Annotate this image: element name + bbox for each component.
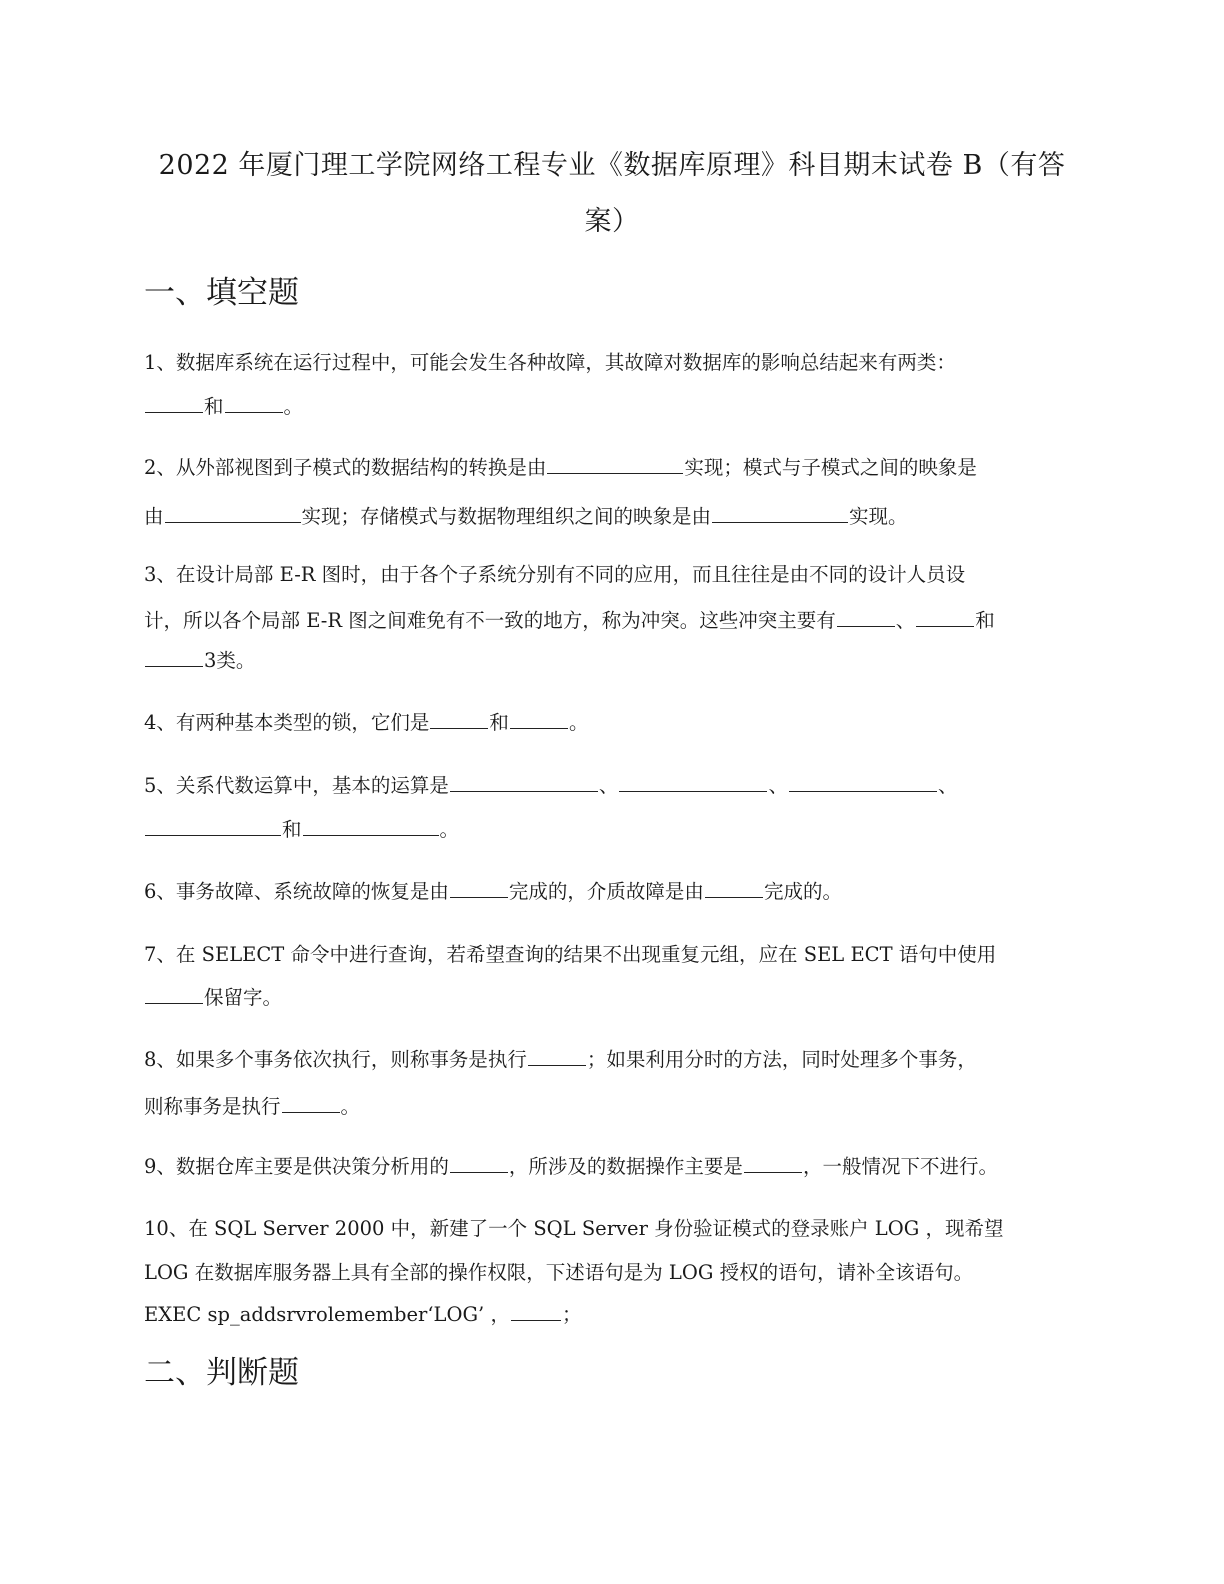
question-5-line1 <box>144 773 957 799</box>
question-5-line2 <box>144 817 459 843</box>
q1-end: 。 <box>283 395 304 418</box>
question-8-line1 <box>144 1047 977 1073</box>
q8-text-b: ；如果利用分时的方法，同时处理多个事务， <box>586 1048 977 1071</box>
question-10-line2 <box>144 1260 973 1286</box>
q5-text-e: 和 <box>282 818 302 841</box>
answer-blank[interactable] <box>145 394 203 413</box>
q9-text-c: ，一般情况下不进行。 <box>802 1155 998 1178</box>
q3-text-c: 、 <box>895 609 916 632</box>
answer-blank[interactable] <box>528 1047 586 1066</box>
q8-text-a: 8、如果多个事务依次执行，则称事务是执行 <box>144 1048 527 1071</box>
q3-text-d: 和 <box>975 609 995 632</box>
q6-text-a: 6、事务故障、系统故障的恢复是由 <box>144 880 449 903</box>
answer-blank[interactable] <box>303 817 439 836</box>
q5-text-d: 、 <box>937 774 958 797</box>
answer-blank[interactable] <box>145 985 203 1004</box>
q3-text-a: 3、在设计局部 E-R 图时，由于各个子系统分别有不同的应用，而且往往是由不同的设计人员设 <box>144 563 966 586</box>
question-1-line1 <box>144 350 956 376</box>
question-10-line1 <box>144 1216 1004 1242</box>
question-4-line1 <box>144 710 588 736</box>
question-10-line3 <box>144 1302 581 1328</box>
q10-text-d: ； <box>561 1303 582 1326</box>
answer-blank[interactable] <box>282 1094 340 1113</box>
question-1-text: 1、数据库系统在运行过程中，可能会发生各种故障，其故障对数据库的影响总结起来有两类： <box>144 351 956 374</box>
q5-text-a: 5、关系代数运算中，基本的运算是 <box>144 774 449 797</box>
question-3-line2 <box>144 608 995 634</box>
section-heading-fill-in: 一、填空题 <box>144 275 299 311</box>
q6-text-b: 完成的，介质故障是由 <box>508 880 704 903</box>
q9-text-a: 9、数据仓库主要是供决策分析用的 <box>144 1155 449 1178</box>
question-6-line1 <box>144 879 842 905</box>
answer-blank[interactable] <box>511 1302 561 1321</box>
exam-title-line2: 案） <box>584 206 640 237</box>
question-7-line1 <box>144 942 996 968</box>
q4-text-b: 和 <box>489 711 509 734</box>
answer-blank[interactable] <box>145 648 203 667</box>
q10-text-c: EXEC sp_addsrvrolemember‘LOG’ ， <box>144 1303 510 1326</box>
q10-text-b: LOG 在数据库服务器上具有全部的操作权限，下述语句是为 LOG 授权的语句，请补全该语句。 <box>144 1261 974 1284</box>
answer-blank[interactable] <box>547 455 683 474</box>
q2-text-d: 实现；存储模式与数据物理组织之间的映象是由 <box>301 505 712 528</box>
question-7-line2 <box>144 985 282 1011</box>
q5-text-b: 、 <box>598 774 619 797</box>
answer-blank[interactable] <box>450 879 508 898</box>
question-8-line2 <box>144 1094 360 1120</box>
q8-text-d: 。 <box>340 1095 361 1118</box>
question-1-line2 <box>144 394 303 420</box>
q1-connector: 和 <box>204 395 224 418</box>
q3-text-e: 3类。 <box>204 649 256 672</box>
q6-text-c: 完成的。 <box>763 880 842 903</box>
q2-text-a: 2、从外部视图到子模式的数据结构的转换是由 <box>144 456 547 479</box>
q5-text-c: 、 <box>768 774 788 797</box>
answer-blank[interactable] <box>510 710 568 729</box>
answer-blank[interactable] <box>450 773 598 792</box>
q2-text-c: 由 <box>144 505 164 528</box>
answer-blank[interactable] <box>225 394 283 413</box>
question-3-line1 <box>144 562 965 588</box>
q2-text-e: 实现。 <box>849 505 908 528</box>
q4-text-a: 4、有两种基本类型的锁，它们是 <box>144 711 430 734</box>
question-3-line3 <box>144 648 255 674</box>
q5-text-f: 。 <box>439 818 460 841</box>
q10-text-a: 10、在 SQL Server 2000 中，新建了一个 SQL Server 身份验证模式的登录账户 LOG ，现希望 <box>144 1217 1004 1240</box>
answer-blank[interactable] <box>619 773 767 792</box>
q7-text-b: 保留字。 <box>204 986 283 1009</box>
q7-text-a: 7、在 SELECT 命令中进行查询，若希望查询的结果不出现重复元组，应在 SEL ECT 语句中使用 <box>144 943 997 966</box>
answer-blank[interactable] <box>450 1154 508 1173</box>
question-2-line2 <box>144 504 908 530</box>
answer-blank[interactable] <box>916 608 974 627</box>
q3-text-b: 计，所以各个局部 E-R 图之间难免有不一致的地方，称为冲突。这些冲突主要有 <box>144 609 836 632</box>
answer-blank[interactable] <box>430 710 488 729</box>
section-heading-true-false: 二、判断题 <box>144 1355 299 1391</box>
q2-text-b: 实现；模式与子模式之间的映象是 <box>684 456 977 479</box>
q4-text-c: 。 <box>568 711 589 734</box>
exam-title-line1: 2022 年厦门理工学院网络工程专业《数据库原理》科目期末试卷 B（有答 <box>158 150 1066 181</box>
question-2-line1 <box>144 455 977 481</box>
answer-blank[interactable] <box>165 504 301 523</box>
answer-blank[interactable] <box>744 1154 802 1173</box>
answer-blank[interactable] <box>789 773 937 792</box>
answer-blank[interactable] <box>705 879 763 898</box>
q9-text-b: ，所涉及的数据操作主要是 <box>508 1155 743 1178</box>
answer-blank[interactable] <box>145 817 281 836</box>
q8-text-c: 则称事务是执行 <box>144 1095 281 1118</box>
question-9-line1 <box>144 1154 998 1180</box>
answer-blank[interactable] <box>712 504 848 523</box>
answer-blank[interactable] <box>837 608 895 627</box>
